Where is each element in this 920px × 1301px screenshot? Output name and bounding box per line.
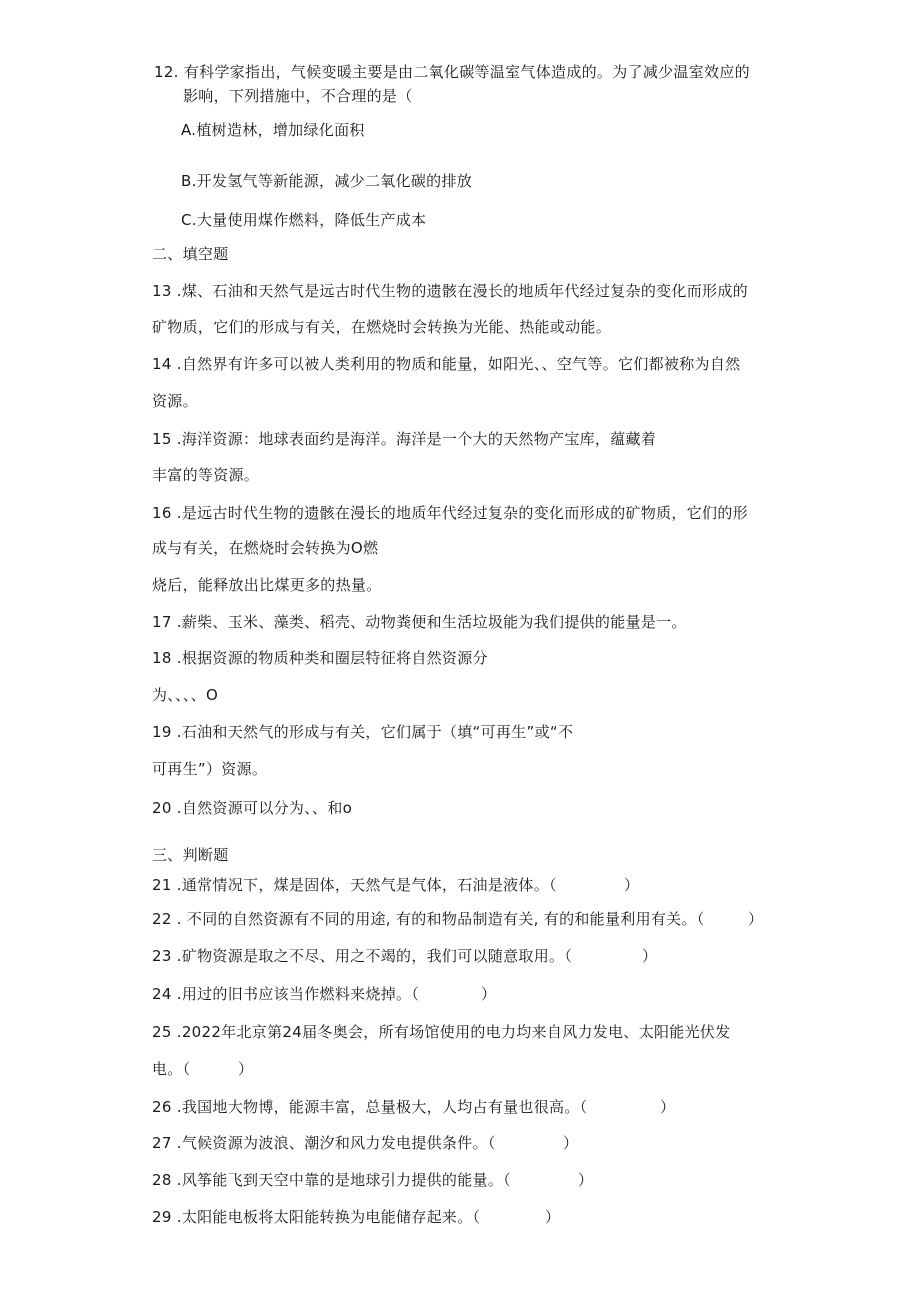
q19-number: 19 xyxy=(152,723,172,741)
q27-number: 27 xyxy=(152,1134,172,1152)
q13-line1 xyxy=(152,281,748,301)
q23-number: 23 xyxy=(152,947,172,965)
q14-line1 xyxy=(152,354,740,374)
q25-line1 xyxy=(152,1022,731,1042)
q29-number: 29 xyxy=(152,1208,172,1226)
q18-line1 xyxy=(152,648,488,668)
q25-number: 25 xyxy=(152,1023,172,1041)
q18-number: 18 xyxy=(152,649,172,667)
q27-text: .气候资源为波浪、潮汐和风力发电提供条件。（ xyxy=(176,1134,496,1152)
q23-answer-close: ） xyxy=(642,947,658,965)
q14-text: .自然界有许多可以被人类利用的物质和能量，如阳光、、空气等。它们都被称为自然 xyxy=(176,355,741,373)
q29-answer-close: ） xyxy=(545,1208,561,1226)
q20-text: .自然资源可以分为、、和o xyxy=(176,799,353,817)
q22-line1 xyxy=(152,909,705,929)
section-true-false-title: 三、判断题 xyxy=(152,846,229,864)
q25-line2: 电。（ xyxy=(152,1060,191,1078)
q16-line1 xyxy=(152,503,748,523)
q29-line1 xyxy=(152,1207,480,1227)
q16-text: .是远古时代生物的遗骸在漫长的地质年代经过复杂的变化而形成的矿物质，它们的形 xyxy=(176,504,748,522)
q26-line1 xyxy=(152,1097,587,1117)
q12-option-b: B.开发氢气等新能源，减少二氧化碳的排放 xyxy=(181,172,473,190)
q16-line2: 成与有关，在燃烧时会转换为O燃 xyxy=(152,539,379,557)
q26-answer-close: ） xyxy=(660,1098,676,1116)
q21-line1 xyxy=(152,875,557,895)
q24-answer-close: ） xyxy=(481,985,497,1003)
q16-line3: 烧后，能释放出比煤更多的热量。 xyxy=(152,576,382,594)
q13-text: .煤、石油和天然气是远古时代生物的遗骸在漫长的地质年代经过复杂的变化而形成的 xyxy=(176,282,748,300)
q12-stem-line2: 影响，下列措施中，不合理的是（ xyxy=(183,87,413,105)
q12-option-a: A.植树造林，增加绿化面积 xyxy=(181,121,365,139)
q28-text: .风筝能飞到天空中靠的是地球引力提供的能量。（ xyxy=(176,1171,511,1189)
q23-text: .矿物资源是取之不尽、用之不竭的，我们可以随意取用。（ xyxy=(176,947,573,965)
q25-answer-close: ） xyxy=(238,1060,254,1078)
q22-answer-close: ） xyxy=(748,910,764,928)
q22-text: . 不同的自然资源有不同的用途, 有的和物品制造有关, 有的和能量利用有关。（ xyxy=(176,910,705,928)
q12-option-c: C.大量使用煤作燃料，降低生产成本 xyxy=(181,211,427,229)
q24-number: 24 xyxy=(152,985,172,1003)
q25-text: .2022年北京第24届冬奥会，所有场馆使用的电力均来自风力发电、太阳能光伏发 xyxy=(176,1023,731,1041)
q20-line1 xyxy=(152,798,352,818)
q20-number: 20 xyxy=(152,799,172,817)
q19-text: .石油和天然气的形成与有关，它们属于（填“可再生”或“不 xyxy=(176,723,574,741)
q23-line1 xyxy=(152,946,572,966)
q15-text: .海洋资源：地球表面约是海洋。海洋是一个大的天然物产宝库，蕴藏着 xyxy=(176,430,657,448)
q14-number: 14 xyxy=(152,355,172,373)
q15-line1 xyxy=(152,429,656,449)
q15-line2: 丰富的等资源。 xyxy=(152,466,260,484)
q21-number: 21 xyxy=(152,876,172,894)
q19-line2: 可再生”）资源。 xyxy=(152,760,268,778)
q24-line1 xyxy=(152,984,419,1004)
q17-number: 17 xyxy=(152,613,172,631)
q19-line1 xyxy=(152,722,573,742)
q13-number: 13 xyxy=(152,282,172,300)
q17-line1 xyxy=(152,612,687,632)
q28-number: 28 xyxy=(152,1171,172,1189)
q29-text: .太阳能电板将太阳能转换为电能储存起来。（ xyxy=(176,1208,481,1226)
q27-answer-close: ） xyxy=(563,1134,579,1152)
q26-text: .我国地大物博，能源丰富，总量极大，人均占有量也很高。（ xyxy=(176,1098,588,1116)
q17-text: .薪柴、玉米、藻类、稻壳、动物粪便和生活垃圾能为我们提供的能量是一。 xyxy=(176,613,687,631)
q21-answer-close: ） xyxy=(624,876,640,894)
q13-line2: 矿物质，它们的形成与有关，在燃烧时会转换为光能、热能或动能。 xyxy=(152,318,612,336)
q26-number: 26 xyxy=(152,1098,172,1116)
q24-text: .用过的旧书应该当作燃料来烧掉。（ xyxy=(176,985,420,1003)
q28-answer-close: ） xyxy=(578,1171,594,1189)
q15-number: 15 xyxy=(152,430,172,448)
q27-line1 xyxy=(152,1133,496,1153)
q21-text: .通常情况下，煤是固体，天然气是气体，石油是液体。（ xyxy=(176,876,557,894)
q28-line1 xyxy=(152,1170,511,1190)
section-fill-in-title: 二、填空题 xyxy=(152,245,229,263)
q18-text: .根据资源的物质种类和圈层特征将自然资源分 xyxy=(176,649,488,667)
q12-stem-line1: 12. 有科学家指出，气候变暖主要是由二氧化碳等温室气体造成的。为了减少温室效应的 xyxy=(154,63,750,81)
q14-line2: 资源。 xyxy=(152,392,198,410)
q22-number: 22 xyxy=(152,910,172,928)
q18-line2: 为、、、、O xyxy=(152,686,219,704)
q16-number: 16 xyxy=(152,504,172,522)
